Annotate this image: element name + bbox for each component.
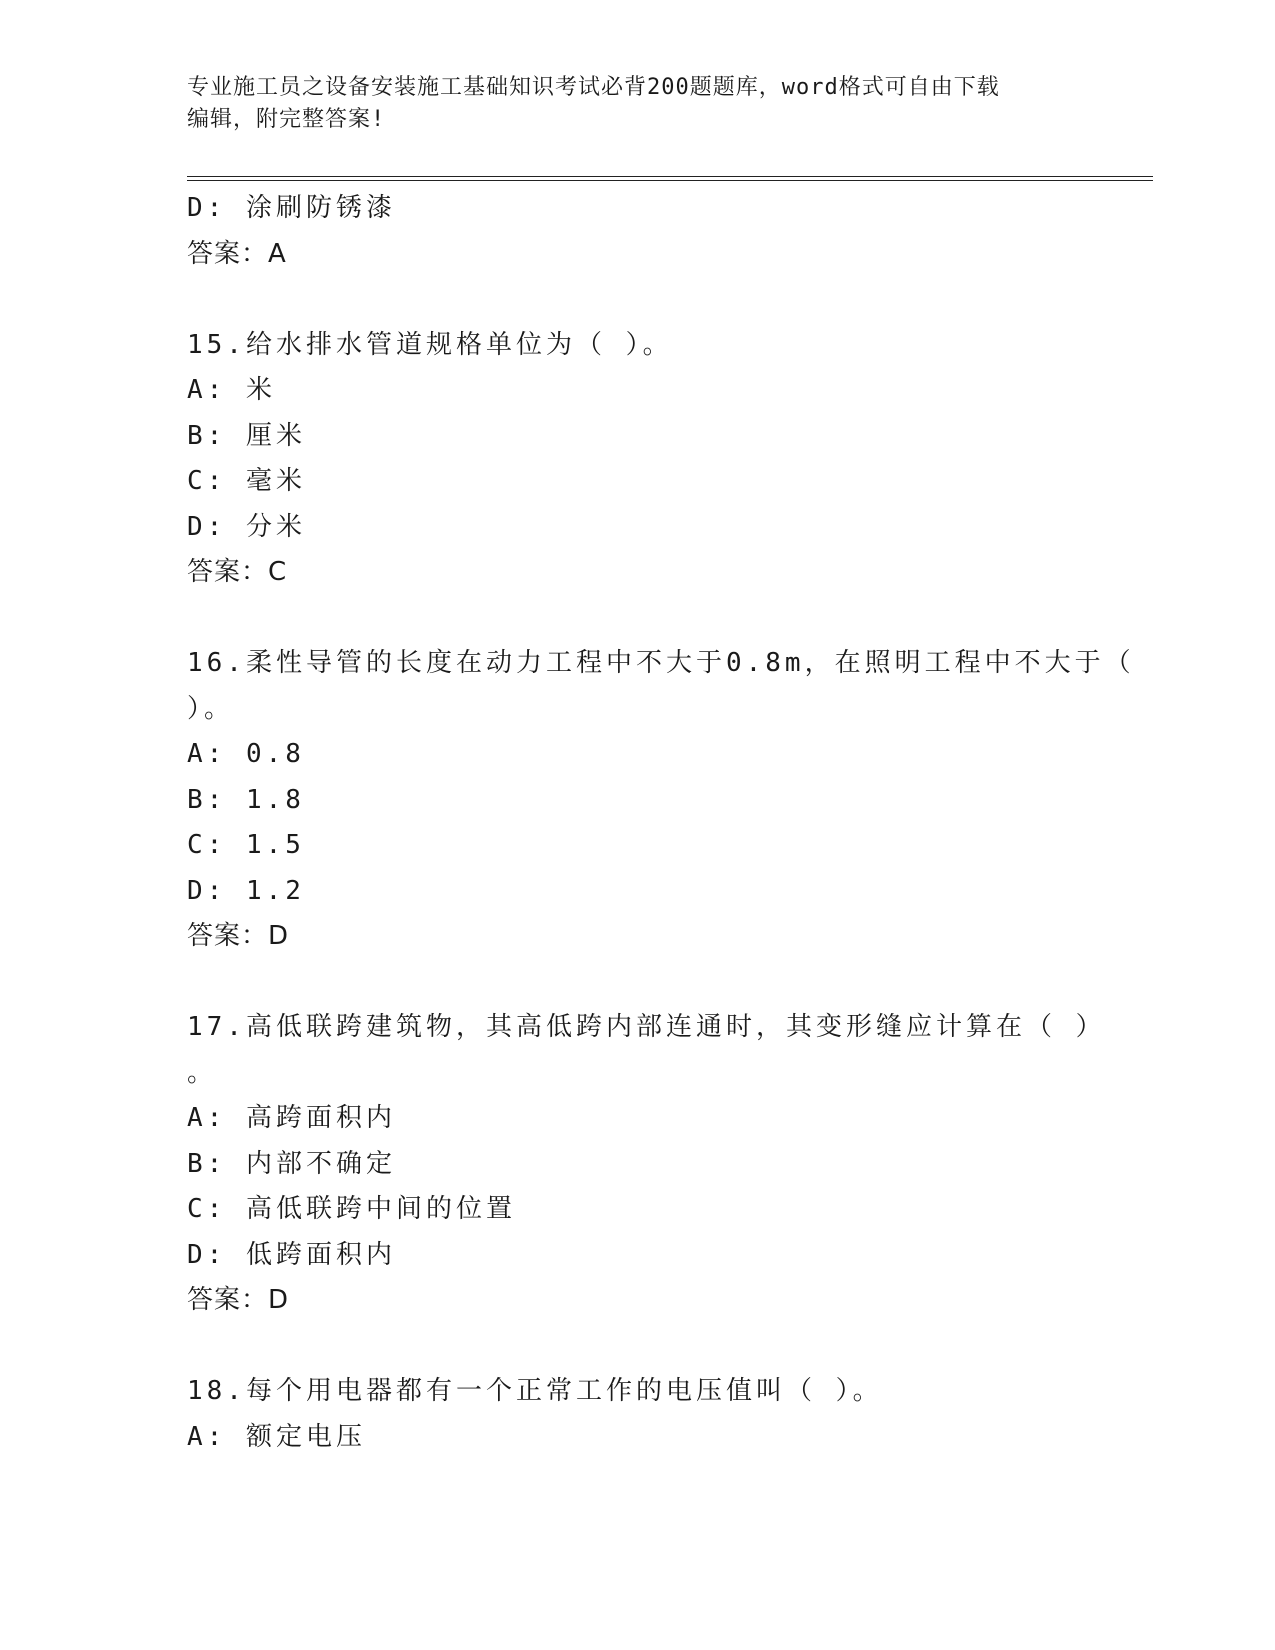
spacer <box>187 277 1087 323</box>
answer-line: 答案：D <box>187 921 290 951</box>
document-body <box>187 186 1135 1460</box>
question-text-line-1: 17.高低联跨建筑物，其高低跨内部连通时，其变形缝应计算在（ ） <box>187 1012 1106 1042</box>
question-17 <box>187 1005 1106 1324</box>
option-d: D: 涂刷防锈漆 <box>187 193 396 223</box>
option-c: C: 1.5 <box>187 830 305 860</box>
spacer <box>187 960 1087 1006</box>
question-text: 18.每个用电器都有一个正常工作的电压值叫（ ）。 <box>187 1376 883 1406</box>
question-15 <box>187 323 1087 596</box>
answer-line: 答案：D <box>187 1285 290 1315</box>
option-a: A: 额定电压 <box>187 1421 366 1452</box>
option-a: A: 0.8 <box>187 739 305 769</box>
option-b: B: 内部不确定 <box>187 1148 396 1179</box>
header-line-2: 编辑，附完整答案! <box>187 107 386 132</box>
header-divider <box>187 176 1153 181</box>
prev-question-tail <box>187 186 1087 277</box>
question-text-line-2: 。 <box>187 1057 218 1088</box>
question-text: 15.给水排水管道规格单位为（ ）。 <box>187 329 673 360</box>
answer-line: 答案：A <box>187 238 287 269</box>
option-d: D: 低跨面积内 <box>187 1239 396 1270</box>
option-a: A: 米 <box>187 375 276 405</box>
question-text-line-1: 16.柔性导管的长度在动力工程中不大于0.8m，在照明工程中不大于（ <box>187 648 1135 678</box>
option-a: A: 高跨面积内 <box>187 1103 396 1133</box>
question-text-line-2: ）。 <box>187 693 235 724</box>
question-18 <box>187 1369 1087 1460</box>
document-header <box>187 72 1087 136</box>
header-line-1: 专业施工员之设备安装施工基础知识考试必背200题题库，word格式可自由下载 <box>187 75 1000 100</box>
option-b: B: 厘米 <box>187 420 306 451</box>
spacer <box>187 596 1087 642</box>
option-b: B: 1.8 <box>187 784 305 815</box>
option-d: D: 分米 <box>187 511 306 542</box>
option-c: C: 毫米 <box>187 466 306 496</box>
question-16 <box>187 641 1135 960</box>
option-c: C: 高低联跨中间的位置 <box>187 1194 516 1224</box>
option-d: D: 1.2 <box>187 875 305 906</box>
spacer <box>187 1324 1087 1370</box>
answer-line: 答案：C <box>187 557 288 587</box>
